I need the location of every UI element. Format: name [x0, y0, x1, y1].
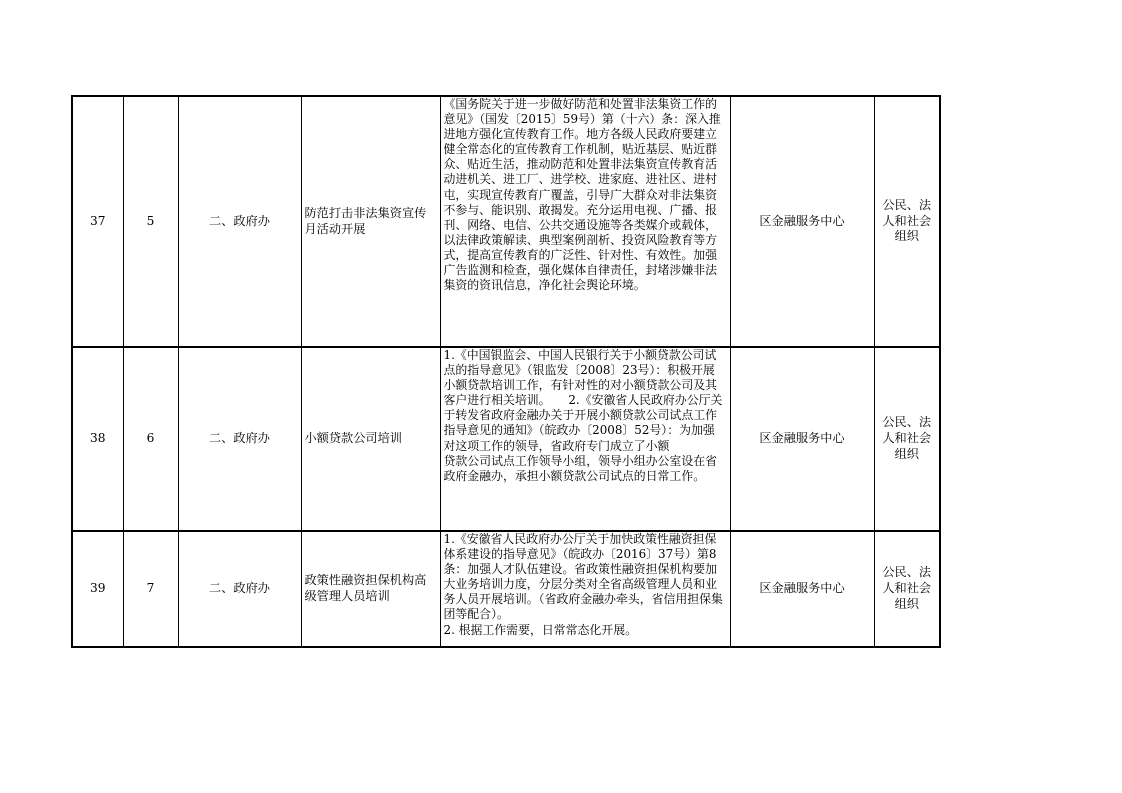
- basis-cell: [440, 531, 730, 647]
- basis-paragraph: 1.《安徽省人民政府办公厅关于加快政策性融资担保体系建设的指导意见》（皖政办〔2016〕37号）第8条：加强人才队伍建设。省政策性融资担保机构要加大业务培训力度，分层分类对全省高级管理人员和业务人员开展培训。（省政府金融办牵头，省信用担保集团等配合）。: [443, 532, 723, 622]
- sub-seq-cell: 6: [123, 347, 178, 531]
- dept-cell: 区金融服务中心: [730, 347, 874, 531]
- seq-cell: 38: [72, 347, 123, 531]
- item-cell: 小额贷款公司培训: [301, 347, 440, 531]
- target-cell: 公民、法人和社会组织: [874, 96, 940, 347]
- target-cell: 公民、法人和社会组织: [874, 347, 940, 531]
- basis-cell: [440, 347, 730, 531]
- table-row: [72, 531, 940, 647]
- category-cell: 二、政府办: [178, 347, 301, 531]
- basis-paragraph: 贷款公司试点工作领导小组，领导小组办公室设在省政府金融办，承担小额贷款公司试点的日常工作。: [443, 453, 717, 483]
- basis-paragraph: 2. 根据工作需要，日常常态化开展。: [443, 622, 637, 637]
- table-row: [72, 347, 940, 531]
- category-cell: 二、政府办: [178, 96, 301, 347]
- policy-table: [71, 95, 941, 648]
- item-cell: 防范打击非法集资宣传月活动开展: [301, 96, 440, 347]
- seq-cell: 39: [72, 531, 123, 647]
- basis-paragraph: 1.《中国银监会、中国人民银行关于小额贷款公司试点的指导意见》（银监发〔2008〕23号）：积极开展小额贷款培训工作，有针对性的对小额贷款公司及其客户进行相关培训。 2.《安徽省人民政府办公厅关于转发省政府金融办关于开展小额贷款公司试点工作指导意见的通知》（皖政办〔2008〕52号）：为加强对这项工作的领导，省政府专门成立了小额: [443, 348, 723, 453]
- item-cell: 政策性融资担保机构高级管理人员培训: [301, 531, 440, 647]
- category-cell: 二、政府办: [178, 531, 301, 647]
- table-row: [72, 96, 940, 347]
- seq-cell: 37: [72, 96, 123, 347]
- dept-cell: 区金融服务中心: [730, 96, 874, 347]
- sub-seq-cell: 7: [123, 531, 178, 647]
- sub-seq-cell: 5: [123, 96, 178, 347]
- basis-paragraph: 《国务院关于进一步做好防范和处置非法集资工作的意见》（国发〔2015〕59号）第（十六）条：深入推进地方强化宣传教育工作。地方各级人民政府要建立健全常态化的宣传教育工作机制，贴近基层、贴近群众、贴近生活，推动防范和处置非法集资宣传教育活动进机关、进工厂、进学校、进家庭、进社区、进村屯，实现宣传教育广覆盖，引导广大群众对非法集资不参与、能识别、敢揭发。充分运用电视、广播、报刊、网络、电信、公共交通设施等各类媒介或载体，以法律政策解读、典型案例剖析、投资风险教育等方式，提高宣传教育的广泛性、针对性、有效性。加强广告监测和检查，强化媒体自律责任，封堵涉嫌非法集资的资讯信息，净化社会舆论环境。: [443, 97, 721, 293]
- target-cell: 公民、法人和社会组织: [874, 531, 940, 647]
- basis-cell: [440, 96, 730, 347]
- dept-cell: 区金融服务中心: [730, 531, 874, 647]
